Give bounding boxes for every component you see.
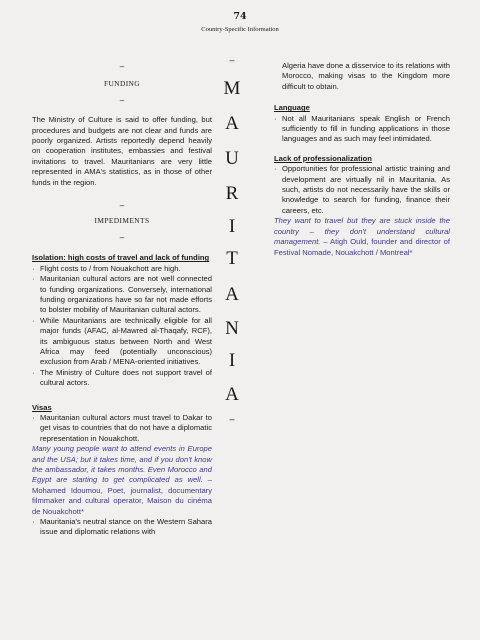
language-bullet-text: Not all Mauritanians speak English or French sufficiently to fill in funding applications in those languages and as such may feel intimidated.: [282, 113, 450, 144]
professionalization-quote-text: They want to travel but they are stuck inside the country – they don't understand cultural management.: [274, 216, 450, 247]
professionalization-bullet: [274, 164, 450, 216]
vertical-letter: R: [225, 183, 239, 204]
isolation-bullet-1: [32, 264, 212, 274]
visas-heading: Visas: [32, 402, 52, 412]
funding-paragraph: The Ministry of Culture is said to offer funding, but procedures and budgets are not clear and funds are poorly organized. Artists reportedly depend heavily on cooperation institutes, embassies and festival invitations to travel. Mauritanians are very little represented in AMA's statistics, as in those of other funds in the region.: [32, 115, 212, 187]
isolation-heading: Isolation: high costs of travel and lack of funding: [32, 253, 210, 263]
bullet-mark: ·: [274, 164, 277, 174]
visas-quote-attribution: – Mohamed Idoumou, Poet, journalist, documentary filmmaker and cultural operator, Maison du cinéma de Nouakchott*: [32, 475, 213, 516]
visas-bullet-text: Mauritanian cultural actors must travel to Dakar to get visas to countries that do not have a diplomatic representation in Nouakchott.: [40, 412, 212, 443]
vertical-letter: N: [225, 318, 239, 339]
vertical-letter: A: [225, 113, 239, 134]
professionalization-quote: [274, 216, 450, 258]
left-column: [32, 62, 212, 538]
funding-dash-bottom: –: [119, 95, 125, 105]
vertical-letter: A: [225, 384, 239, 405]
isolation-bullet-3: [32, 316, 212, 368]
continuation-text: Algeria have done a disservice to its relations with Morocco, making visas to the Kingdom more difficult to obtain.: [282, 61, 450, 91]
isolation-bullet-4: [32, 368, 212, 389]
bullet-mark: ·: [274, 113, 277, 123]
page-number: 74: [233, 11, 247, 22]
vertical-letter: T: [226, 248, 238, 269]
isolation-bullet-text: The Ministry of Culture does not support travel of cultural actors.: [40, 367, 212, 388]
isolation-bullet-text: Flight costs to / from Nouakchott are high.: [40, 263, 181, 273]
isolation-bullet-2: [32, 274, 212, 316]
language-heading: Language: [274, 103, 310, 113]
professionalization-quote-attribution: – Atigh Ould, founder and director of Festival Nomade, Nouakchott / Montreal*: [274, 237, 450, 257]
funding-dash-top: –: [119, 62, 125, 71]
bullet-mark: ·: [32, 517, 35, 527]
funding-heading: FUNDING: [103, 79, 141, 89]
bullet-mark: ·: [32, 274, 35, 284]
visas-quote-text: Many young people want to attend events in Europe and the USA; but it takes time, and if you don't know the ambassador, it takes months. Even Morocco and Egypt are starting to get complicated as well.: [32, 444, 212, 485]
vertical-dash-top: –: [229, 55, 235, 65]
vertical-letter: U: [225, 148, 239, 169]
isolation-bullet-text: While Mauritanians are technically eligible for all major funds (AFAC, al-Mawred al-Thaqafy, RCF), its ambiguous status between North and West Africa may feed (potentially unconscious) exclusion from Arab / MENA-oriented initiatives.: [40, 315, 212, 367]
bullet-mark: ·: [32, 263, 35, 273]
vertical-letter: I: [228, 350, 236, 371]
vertical-letter: I: [228, 216, 236, 237]
visas-bullet-2: [32, 517, 212, 538]
impediments-dash-top: –: [119, 201, 125, 211]
vertical-letter: M: [223, 78, 241, 99]
isolation-bullet-text: Mauritanian cultural actors are not well connected to funding organizations. Conversely, international funding organizations have so far not made efforts to bolster mobility of Mauritanian cultural actors.: [40, 274, 212, 315]
language-bullet: [274, 114, 450, 145]
visas-bullet-1: [32, 413, 212, 444]
professionalization-bullet-text: Opportunities for professional artistic training and development are virtually nil in Mauritania. As such, artists do not necessarily have the skills or knowledge to search for funding, finance their careers, etc.: [282, 164, 450, 215]
vertical-dash-bottom: –: [229, 414, 235, 424]
visas-bullet-text: Mauritania's neutral stance on the Western Sahara issue and diplomatic relations with: [40, 517, 212, 537]
vertical-letter: A: [225, 284, 239, 305]
section-title: Country-Specific Information: [201, 26, 279, 33]
bullet-mark: ·: [32, 367, 35, 377]
professionalization-heading: Lack of professionalization: [274, 153, 372, 163]
impediments-dash-bottom: –: [119, 232, 125, 242]
impediments-heading: IMPEDIMENTS: [94, 216, 150, 226]
right-column: [274, 61, 450, 258]
bullet-mark: ·: [32, 315, 35, 325]
visas-quote: [32, 444, 212, 517]
bullet-mark: ·: [32, 412, 35, 422]
